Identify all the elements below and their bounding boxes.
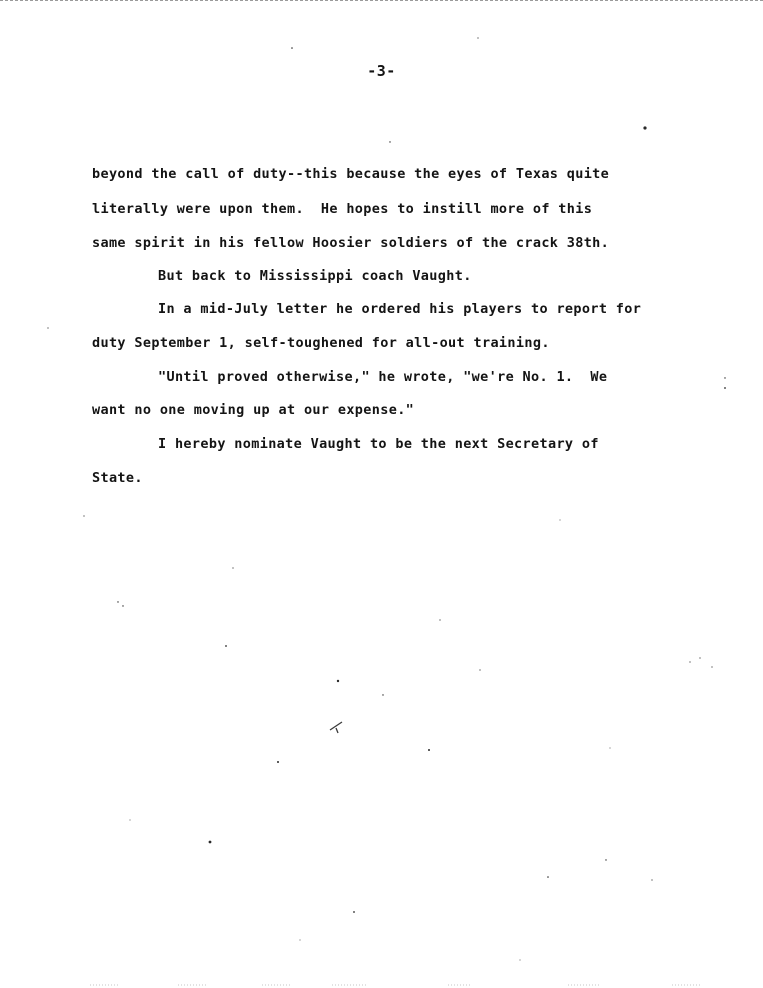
text-line: same spirit in his fellow Hoosier soldiers of the crack 38th. <box>92 235 610 251</box>
paragraph-line: In a mid-July letter he ordered his players to report for <box>158 301 642 317</box>
text-line: State. <box>92 470 143 486</box>
text-line: literally were upon them. He hopes to instill more of this <box>92 201 593 217</box>
paragraph-line: "Until proved otherwise," he wrote, "we're No. 1. We <box>158 369 608 385</box>
page-number: -3- <box>367 62 396 80</box>
text-line: duty September 1, self-toughened for all-out training. <box>92 335 550 351</box>
text-line: want no one moving up at our expense." <box>92 402 415 418</box>
paragraph-line: But back to Mississippi coach Vaught. <box>158 268 472 284</box>
text-line: beyond the call of duty--this because the eyes of Texas quite <box>92 166 610 182</box>
paragraph-line: I hereby nominate Vaught to be the next Secretary of <box>158 436 599 452</box>
